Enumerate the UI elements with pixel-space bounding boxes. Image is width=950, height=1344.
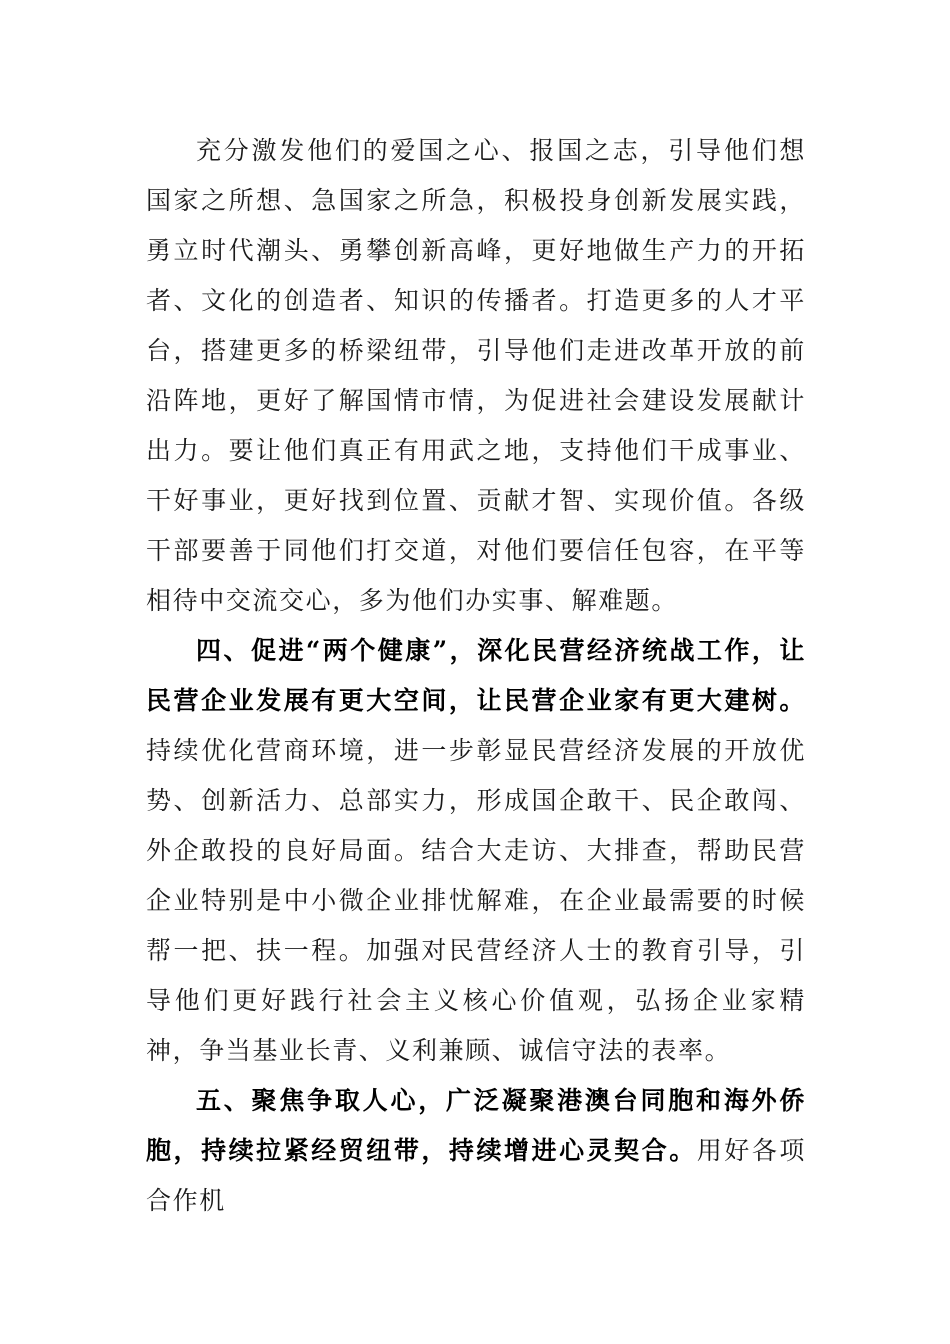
paragraph-2-text: 持续优化营商环境，进一步彰显民营经济发展的开放优势、创新活力、总部实力，形成国企敢干、民企敢闯、外企敢投的良好局面。结合大走访、大排查，帮助民营企业特别是中小微企业排忧解难，在企业最需要的时候帮一把、扶一程。加强对民营经济人士的教育引导，引导他们更好践行社会主义核心价值观，弘扬企业家精神，争当基业长青、义利兼顾、诚信守法的表率。 <box>146 736 806 1065</box>
paragraph-3-text: 用好各项合作机 <box>146 1136 806 1215</box>
paragraph-3-heading: 五、聚焦争取人心，广泛凝聚港澳台同胞和海外侨胞，持续拉紧经贸纽带，持续增进心灵契合。 <box>146 1086 806 1165</box>
paragraph-1-text: 充分激发他们的爱国之心、报国之志，引导他们想国家之所想、急国家之所急，积极投身创新发展实践，勇立时代潮头、勇攀创新高峰，更好地做生产力的开拓者、文化的创造者、知识的传播者。打造更多的人才平台，搭建更多的桥梁纽带，引导他们走进改革开放的前沿阵地，更好了解国情市情，为促进社会建设发展献计出力。要让他们真正有用武之地，支持他们干成事业、干好事业，更好找到位置、贡献才智、实现价值。各级干部要善于同他们打交道，对他们要信任包容，在平等相待中交流交心，多为他们办实事、解难题。 <box>146 136 806 615</box>
paragraph-1 <box>146 126 806 626</box>
document-body <box>146 126 806 1226</box>
paragraph-2-heading: 四、促进“两个健康”，深化民营经济统战工作，让民营企业发展有更大空间，让民营企业家有更大建树。 <box>146 636 806 715</box>
paragraph-3 <box>146 1076 806 1226</box>
paragraph-2 <box>146 626 806 1076</box>
